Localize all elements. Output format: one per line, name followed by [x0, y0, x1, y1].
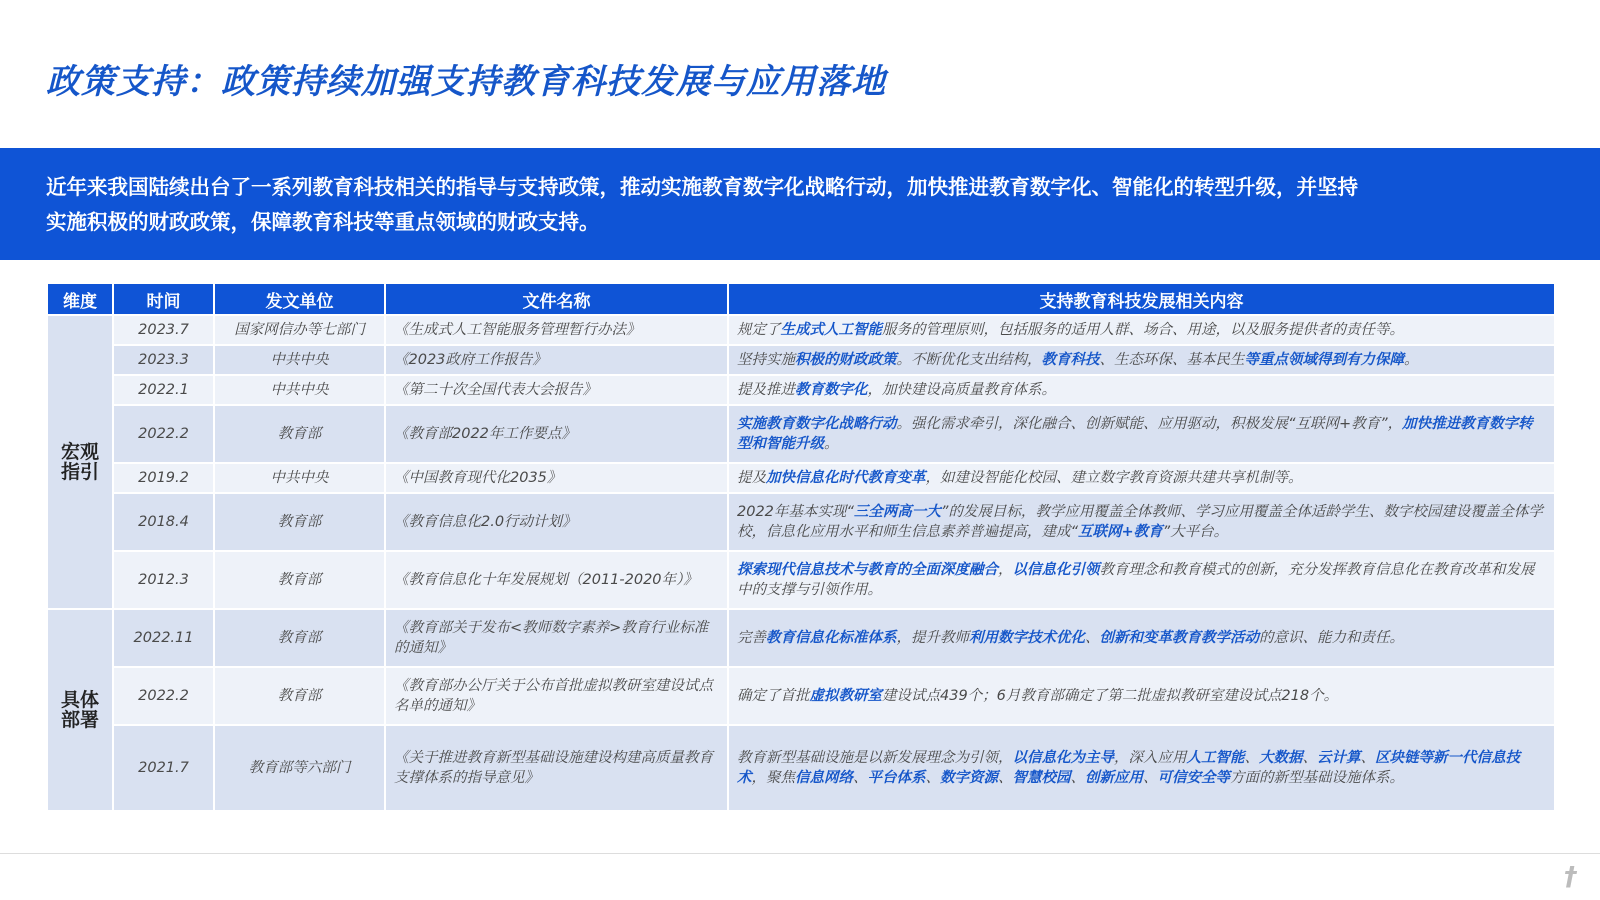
highlight-text: 教育数字化	[795, 382, 868, 398]
highlight-text: 加快推进教育数字转型和智能升级	[737, 416, 1533, 452]
header-time: 时间	[114, 284, 213, 314]
document-cell: 《第二十次全国代表大会报告》	[386, 376, 727, 404]
time-cell: 2022.11	[114, 610, 213, 666]
content-cell	[729, 726, 1554, 810]
highlight-text: 人工智能	[1186, 750, 1245, 766]
content-text: 。不断优化支出结构，	[896, 352, 1042, 368]
highlight-text: 创新应用	[1085, 770, 1143, 786]
dimension-label: 宏观	[60, 441, 99, 463]
content-cell	[729, 494, 1554, 550]
content-cell	[729, 552, 1554, 608]
content-cell	[729, 464, 1554, 492]
dimension-label: 具体	[60, 689, 99, 711]
highlight-text: 大数据	[1259, 750, 1303, 766]
content-cell	[729, 376, 1554, 404]
table-row	[48, 552, 1554, 608]
brand-logo-icon: †	[1564, 862, 1577, 892]
issuer-cell: 中共中央	[215, 464, 384, 492]
header-content: 支持教育科技发展相关内容	[729, 284, 1554, 314]
header-issuer: 发文单位	[215, 284, 384, 314]
content-text: 、	[1360, 750, 1375, 766]
dimension-cell	[48, 316, 112, 608]
content-text: 、生态环保、基本民生	[1099, 352, 1245, 368]
header-dimension: 维度	[48, 284, 112, 314]
issuer-cell: 国家网信办等七部门	[215, 316, 384, 344]
time-cell: 2023.3	[114, 346, 213, 374]
content-text: 确定了首批	[737, 688, 810, 704]
document-cell: 《教育部关于发布<教师数字素养>教育行业标准的通知》	[386, 610, 727, 666]
highlight-text: 生成式人工智能	[780, 322, 882, 338]
table-row	[48, 464, 1554, 492]
highlight-text: 加快信息化时代教育变革	[766, 470, 926, 486]
time-cell: 2022.2	[114, 668, 213, 724]
content-text: 方面的新型基础设施体系。	[1230, 770, 1404, 786]
content-text: 、	[853, 770, 868, 786]
dimension-label: 指引	[60, 461, 99, 483]
banner-line-2: 实施积极的财政政策，保障教育科技等重点领域的财政支持。	[46, 210, 600, 234]
content-text: ，加快建设高质量教育体系。	[867, 382, 1056, 398]
table-row	[48, 346, 1554, 374]
highlight-text: 云计算	[1317, 750, 1361, 766]
content-text: ”大平台。	[1162, 524, 1229, 540]
highlight-text: 互联网+教育	[1078, 524, 1163, 540]
highlight-text: 信息网络	[795, 770, 853, 786]
content-text: ”的发展目标，教学应用覆盖全体教师、学习应用覆盖全体适龄学生、数字校园建设覆盖全体学校，信息化应用水平和师生信息素养普遍提高，建成“	[737, 504, 1543, 540]
highlight-text: 平台体系	[867, 770, 926, 786]
issuer-cell: 中共中央	[215, 346, 384, 374]
content-text: 。强化需求牵引，深化融合、创新赋能、应用驱动，积极发展“互联网+教育”，	[896, 416, 1403, 432]
document-cell: 《中国教育现代化2035》	[386, 464, 727, 492]
time-cell: 2022.2	[114, 406, 213, 462]
content-text: 、	[925, 770, 940, 786]
footer-divider	[0, 853, 1600, 854]
highlight-text: 利用数字技术优化	[969, 630, 1085, 646]
time-cell: 2023.7	[114, 316, 213, 344]
content-text: 规定了	[737, 322, 781, 338]
content-text: 、	[1085, 630, 1100, 646]
policy-table	[46, 282, 1556, 812]
highlight-text: 智慧校园	[1012, 770, 1071, 786]
content-text: 、	[1244, 750, 1259, 766]
content-text: 服务的管理原则，包括服务的适用人群、场合、用途，以及服务提供者的责任等。	[882, 322, 1404, 338]
content-text: ，提升教师	[896, 630, 969, 646]
document-cell: 《2023政府工作报告》	[386, 346, 727, 374]
summary-banner	[0, 148, 1600, 260]
highlight-text: 数字资源	[940, 770, 998, 786]
issuer-cell: 教育部	[215, 406, 384, 462]
content-text: 。	[1404, 352, 1419, 368]
content-text: 教育新型基础设施是以新发展理念为引领，	[737, 750, 1013, 766]
content-text: ，如建设智能化校园、建立数字教育资源共建共享机制等。	[925, 470, 1303, 486]
content-text: 教育理念和教育模式的创新，充分发挥教育信息化在教育改革和发展中的支撑与引领作用。	[737, 562, 1535, 598]
document-cell: 《教育部办公厅关于公布首批虚拟教研室建设试点名单的通知》	[386, 668, 727, 724]
table-row	[48, 406, 1554, 462]
time-cell: 2018.4	[114, 494, 213, 550]
content-text: 坚持实施	[737, 352, 795, 368]
highlight-text: 等重点领域得到有力保障	[1244, 352, 1404, 368]
issuer-cell: 教育部	[215, 610, 384, 666]
content-cell	[729, 316, 1554, 344]
content-cell	[729, 406, 1554, 462]
highlight-text: 创新和变革教育教学活动	[1099, 630, 1259, 646]
issuer-cell: 教育部	[215, 552, 384, 608]
document-cell: 《教育信息化十年发展规划（2011-2020年）》	[386, 552, 727, 608]
issuer-cell: 教育部等六部门	[215, 726, 384, 810]
highlight-text: 区块链等新一代信息技术	[737, 750, 1520, 786]
content-text: 建设试点439个；6月教育部确定了第二批虚拟教研室建设试点218个。	[882, 688, 1339, 704]
highlight-text: 积极的财政政策	[795, 352, 897, 368]
content-text: 2022年基本实现“	[737, 504, 854, 520]
dimension-cell	[48, 610, 112, 810]
table-row	[48, 726, 1554, 810]
time-cell: 2022.1	[114, 376, 213, 404]
time-cell: 2021.7	[114, 726, 213, 810]
content-text: 完善	[737, 630, 766, 646]
banner-line-1: 近年来我国陆续出台了一系列教育科技相关的指导与支持政策，推动实施教育数字化战略行动，加快推进教育数字化、智能化的转型升级，并坚持	[46, 175, 1358, 199]
content-text: 、	[1070, 770, 1085, 786]
content-text: 。	[824, 436, 839, 452]
table-row	[48, 494, 1554, 550]
content-cell	[729, 668, 1554, 724]
issuer-cell: 教育部	[215, 494, 384, 550]
highlight-text: 以信息化引领	[1012, 562, 1100, 578]
content-text: ，聚焦	[751, 770, 795, 786]
issuer-cell: 中共中央	[215, 376, 384, 404]
content-text: ，	[998, 562, 1013, 578]
highlight-text: 教育科技	[1041, 352, 1100, 368]
table-header-row	[48, 284, 1554, 314]
content-text: 提及	[737, 470, 766, 486]
time-cell: 2019.2	[114, 464, 213, 492]
highlight-text: 教育信息化标准体系	[766, 630, 897, 646]
table-row	[48, 610, 1554, 666]
highlight-text: 三全两高一大	[853, 504, 941, 520]
content-text: 、	[998, 770, 1013, 786]
time-cell: 2012.3	[114, 552, 213, 608]
content-text: 的意识、能力和责任。	[1259, 630, 1404, 646]
highlight-text: 实施教育数字化战略行动	[737, 416, 897, 432]
content-text: 提及推进	[737, 382, 795, 398]
document-cell: 《关于推进教育新型基础设施建设构建高质量教育支撑体系的指导意见》	[386, 726, 727, 810]
highlight-text: 可信安全等	[1157, 770, 1230, 786]
table-row	[48, 668, 1554, 724]
header-document: 文件名称	[386, 284, 727, 314]
highlight-text: 虚拟教研室	[809, 688, 882, 704]
table-row	[48, 376, 1554, 404]
document-cell: 《教育部2022年工作要点》	[386, 406, 727, 462]
content-cell	[729, 610, 1554, 666]
highlight-text: 以信息化为主导	[1012, 750, 1114, 766]
dimension-label: 部署	[60, 709, 99, 731]
content-text: 、	[1302, 750, 1317, 766]
highlight-text: 探索现代信息技术与教育的全面深度融合	[737, 562, 998, 578]
issuer-cell: 教育部	[215, 668, 384, 724]
page-title: 政策支持：政策持续加强支持教育科技发展与应用落地	[46, 62, 886, 102]
table-row	[48, 316, 1554, 344]
document-cell: 《生成式人工智能服务管理暂行办法》	[386, 316, 727, 344]
content-cell	[729, 346, 1554, 374]
document-cell: 《教育信息化2.0行动计划》	[386, 494, 727, 550]
content-text: ，深入应用	[1114, 750, 1187, 766]
content-text: 、	[1143, 770, 1158, 786]
